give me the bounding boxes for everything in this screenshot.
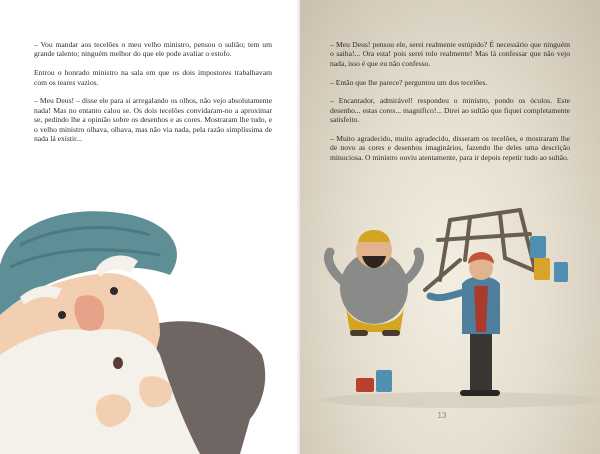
minister-mouth	[113, 357, 123, 369]
weavers-scene-illustration	[300, 200, 600, 410]
spool-blue-right	[554, 262, 568, 282]
right-paragraph-3: – Encantador, admirável! respondeu o ministro, pondo os óculos. Este desenho... estas cores... magnífico!... Direi ao sultão que fiquei completamente satisfeito.	[330, 96, 570, 125]
fat-weaver-illustration	[329, 230, 420, 336]
left-paragraph-2: Entrou o honrado ministro na sala em que os dois impostores trabalhavam com os teares vazios.	[34, 68, 272, 87]
page-number: 13	[437, 411, 447, 420]
right-paragraph-2: – Então que lhe parece? perguntou um dos tecelões.	[330, 77, 488, 87]
left-paragraph-1: – Vou mandar aos tecelões o meu velho ministro, pensou o sultão; tem um grande talento; ninguém melhor do que ele pode avaliar o estofo.	[34, 40, 272, 59]
fat-weaver-shoe-left	[350, 330, 368, 336]
minister-eye-right	[110, 287, 118, 295]
spool-blue-top	[530, 236, 546, 258]
floor-shadow	[320, 392, 600, 408]
fat-weaver-cap	[358, 230, 390, 242]
spool-blue-floor	[376, 370, 392, 392]
thin-weaver-shoe	[460, 390, 500, 396]
spool-yellow	[534, 258, 550, 280]
right-paragraph-4: – Muito agradecido, muito agradecido, disseram os tecelões, e mostraram lhe de novo as cores e desenhos imaginários, fazendo lhe deles uma descrição minuciosa. O ministro ouviu atentamente, para ir depois repetir tudo ao sultão.	[330, 134, 570, 162]
fat-weaver-arm-right	[406, 252, 420, 280]
fat-weaver-shoe-right	[382, 330, 400, 336]
fat-weaver-arm-left	[329, 252, 343, 280]
right-paragraph-1: – Meu Deus! pensou ele, serei realmente estúpido? É necessário que ninguém o saiba!... Ora esta! pois serei tolo realmente! Mas lá confessar que não vejo nada, isso é que eu não confesso.	[330, 40, 570, 68]
left-paragraph-3: – Meu Deus! – disse ele para si arregalando os olhos, não vejo absolutamente nada! Mas no entanto calou se. Os dois tecelões convidaram-no a aproximar se, pedindo lhe a opinião sobre os desenhos e as cores. Mostraram lhe tudo, e o velho ministro olhava, olhava, mas não via nada, pela razão simplíssima de nada lá existir...	[34, 96, 272, 144]
thin-weaver-arm	[430, 292, 464, 298]
thin-weaver-legs	[470, 330, 492, 392]
right-page	[300, 0, 600, 454]
right-page-text	[330, 40, 570, 172]
thin-weaver-vest	[474, 286, 488, 332]
old-minister-illustration	[0, 205, 300, 454]
minister-eye-left	[58, 311, 66, 319]
spool-red-floor	[356, 378, 374, 392]
left-page-text	[34, 40, 272, 153]
